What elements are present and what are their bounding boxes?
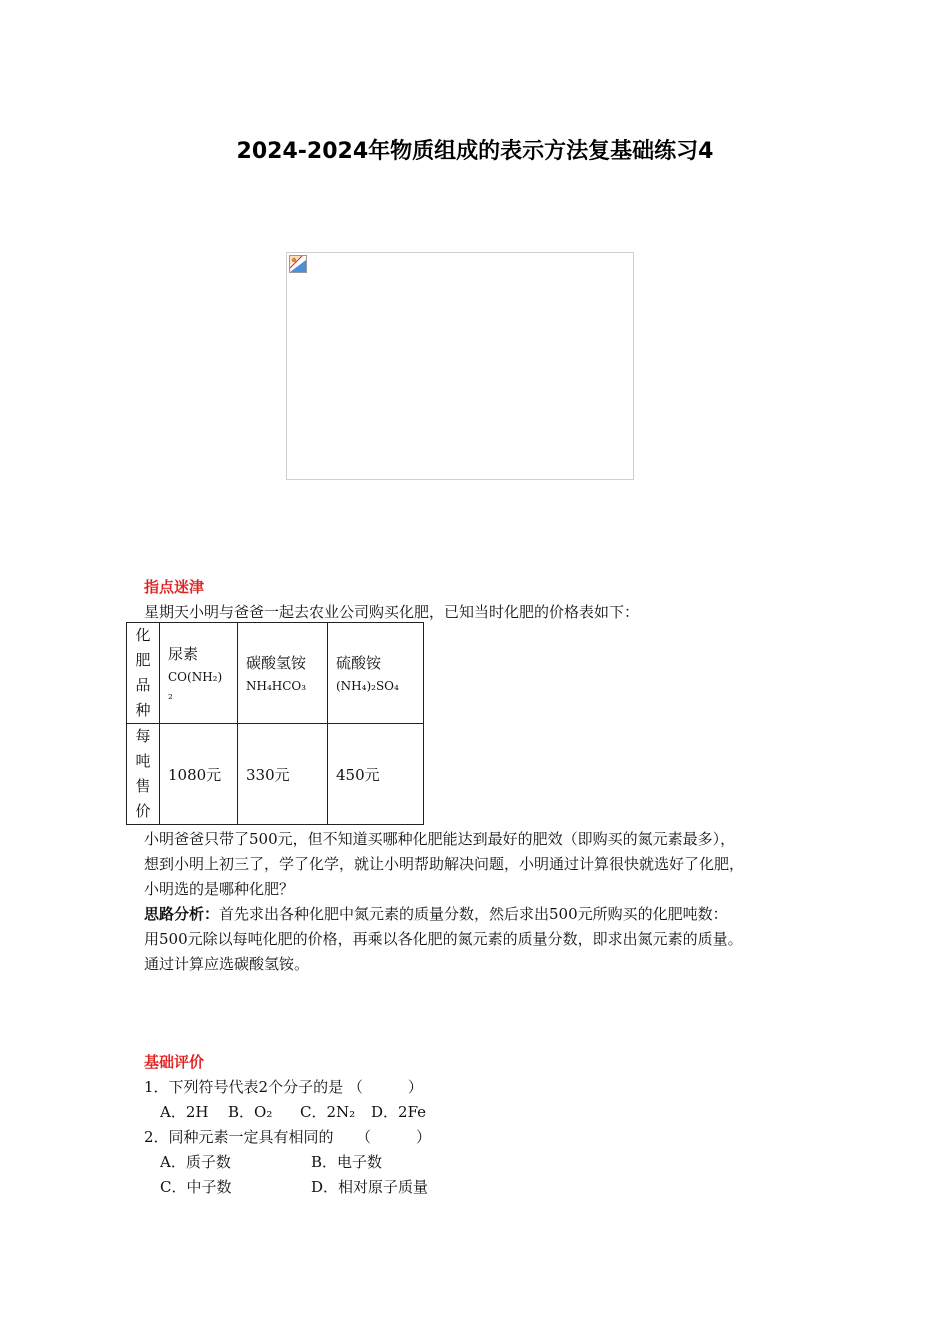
broken-image-icon [289, 255, 307, 273]
cell-ammonium-sulfate [328, 623, 424, 724]
intro-text: 星期天小明与爸爸一起去农业公司购买化肥，已知当时化肥的价格表如下： [144, 603, 640, 621]
q1-option-d: D．2Fe [371, 1103, 427, 1121]
broken-image-placeholder [286, 252, 634, 480]
fertilizer-formula: (NH₄)₂SO₄ [336, 678, 399, 693]
q1-option-a: A．2H [160, 1103, 209, 1121]
row-header-price [127, 724, 160, 825]
fertilizer-formula: CO(NH₂)₂ [168, 669, 223, 702]
analysis-text: 首先求出各种化肥中氮元素的质量分数，然后求出500元所购买的化肥吨数： [219, 905, 728, 923]
table-row [127, 724, 424, 825]
price-cell: 450元 [328, 724, 424, 825]
row-header-variety [127, 623, 160, 724]
q2-option-c: C．中子数 [160, 1178, 232, 1196]
analysis-line: 用500元除以每吨化肥的价格，再乘以各化肥的氮元素的质量分数，即求出氮元素的质量。 [144, 930, 743, 948]
question-paragraph-line: 想到小明上初三了，学了化学，就让小明帮助解决问题，小明通过计算很快就选好了化肥， [144, 855, 745, 873]
row-header-char: 每 [135, 727, 151, 745]
fertilizer-name: 尿素 [168, 644, 199, 663]
question-2-stem: 2．同种元素一定具有相同的 （ ） [144, 1128, 432, 1146]
question-paragraph-line: 小明爸爸只带了500元，但不知道买哪种化肥能达到最好的肥效（即购买的氮元素最多）， [144, 830, 736, 848]
cell-urea [160, 623, 238, 724]
section-heading-basic: 基础评价 [144, 1053, 205, 1071]
row-header-char: 售 [135, 777, 151, 795]
price-cell: 330元 [238, 724, 328, 825]
q1-option-b: B．O₂ [228, 1103, 273, 1121]
question-1-stem: 1．下列符号代表2个分子的是 （ ） [144, 1078, 423, 1096]
fertilizer-name: 硫酸铵 [336, 653, 382, 672]
table-row [127, 623, 424, 724]
row-header-char: 化 [135, 626, 151, 644]
analysis-line: 通过计算应选碳酸氢铵。 [144, 955, 310, 973]
fertilizer-formula: NH₄HCO₃ [246, 678, 307, 693]
q2-option-a: A．质子数 [160, 1153, 231, 1171]
fertilizer-price-table [126, 622, 424, 825]
section-heading-guide: 指点迷津 [144, 578, 205, 596]
price-cell: 1080元 [160, 724, 238, 825]
q2-option-d: D．相对原子质量 [311, 1178, 429, 1196]
analysis-label: 思路分析： [144, 905, 220, 923]
row-header-char: 吨 [135, 752, 151, 770]
cell-ammonium-bicarbonate [238, 623, 328, 724]
row-header-char: 价 [135, 802, 151, 820]
q1-option-c: C．2N₂ [300, 1103, 356, 1121]
q2-option-b: B．电子数 [311, 1153, 383, 1171]
row-header-char: 肥 [135, 651, 151, 669]
analysis-line [144, 903, 728, 924]
page-title: 2024-2024年物质组成的表示方法复基础练习4 [236, 139, 714, 164]
row-header-char: 品 [135, 676, 151, 694]
question-paragraph-line: 小明选的是哪种化肥？ [144, 880, 295, 898]
fertilizer-name: 碳酸氢铵 [246, 653, 307, 672]
row-header-char: 种 [135, 701, 151, 719]
